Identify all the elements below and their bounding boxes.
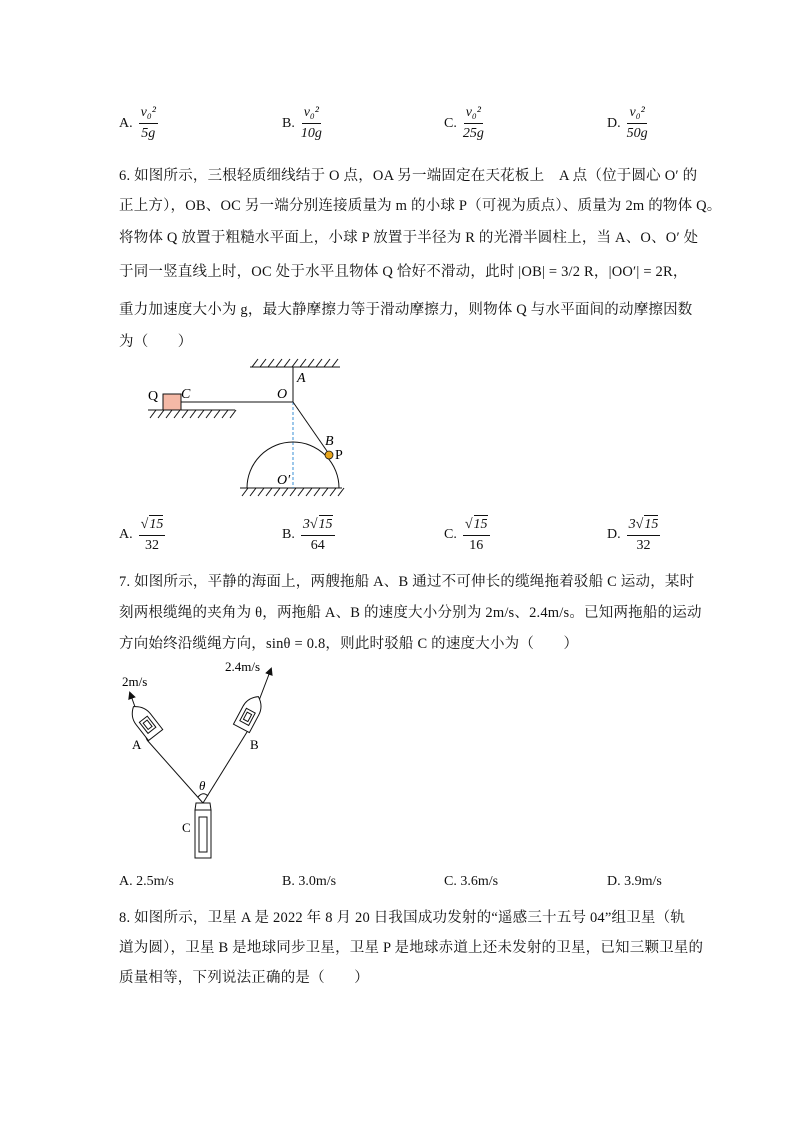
fraction (139, 515, 166, 554)
q7-option-d: D. 3.9m/s (607, 874, 662, 889)
option-label: C. (444, 526, 457, 542)
option-label: A. (119, 526, 133, 542)
radicand: 15 (644, 517, 659, 532)
label-speed-a: 2m/s (122, 674, 148, 689)
numerator: √15 (139, 515, 166, 536)
fraction (463, 105, 484, 142)
q7-option-c: C. 3.6m/s (444, 874, 499, 889)
q6-option-a (119, 515, 165, 554)
radicand: 15 (318, 517, 333, 532)
radicand: 15 (149, 517, 164, 532)
barge-c (195, 803, 211, 858)
q7-line-3: 方向始终沿缆绳方向，sinθ = 0.8，则此时驳船 C 的速度大小为（ ） (119, 636, 579, 652)
numerator: v₀² (464, 105, 483, 124)
ball-p (325, 451, 333, 459)
fraction (627, 105, 648, 142)
fraction (301, 515, 335, 554)
tug-a (126, 701, 162, 740)
label-theta: θ (199, 778, 206, 793)
label-o: O (277, 387, 288, 402)
label-p: P (335, 448, 343, 463)
q6-line-1: 6. 如图所示，三根轻质细线结于 O 点，OA 另一端固定在天花板上 A 点（位于圆心 O′ 的 (119, 168, 698, 184)
numerator: 3√15 (627, 515, 661, 536)
q7-figure (110, 655, 300, 865)
q6-line-3: 将物体 Q 放置于粗糙水平面上，小球 P 放置于半径为 R 的光滑半圆柱上，当 A、O、O′ 处 (119, 230, 699, 246)
label-o-prime: O′ (277, 473, 291, 488)
q6-line-2: 正上方），OB、OC 另一端分别连接质量为 m 的小球 P（可视为质点）、质量为 2m 的物体 Q。 (119, 198, 722, 214)
tug-b (233, 692, 266, 732)
label-b: B (250, 737, 259, 752)
numerator: v₀² (302, 105, 321, 124)
denominator: 32 (636, 538, 651, 553)
label-speed-b: 2.4m/s (225, 659, 261, 674)
label-c: C (181, 387, 191, 402)
q5-option-c (444, 105, 484, 142)
option-label: B. (282, 526, 295, 542)
cable-a (147, 740, 203, 803)
block-q (163, 394, 181, 410)
q6-line-5: 重力加速度大小为 g，最大静摩擦力等于滑动摩擦力，则物体 Q 与水平面间的动摩擦因数 (119, 302, 693, 318)
option-label: A. (119, 115, 133, 131)
q8-line-1: 8. 如图所示，卫星 A 是 2022 年 8 月 20 日我国成功发射的“遥感三十五号 04”组卫星（轨 (119, 910, 686, 926)
option-label: B. (282, 115, 295, 131)
cable-b (203, 732, 247, 803)
denominator: 64 (310, 538, 325, 553)
denominator: 25g (462, 126, 484, 141)
numerator: v₀² (627, 105, 646, 124)
bottom-floor (240, 488, 344, 496)
label-a: A (297, 371, 306, 386)
denominator: 5g (141, 126, 156, 141)
numerator: 3√15 (301, 515, 335, 536)
option-label: D. (607, 115, 621, 131)
q6-option-b (282, 515, 335, 554)
denominator: 10g (300, 126, 322, 141)
fraction (139, 105, 158, 142)
q7-option-a: A. 2.5m/s (119, 874, 174, 889)
label-a: A (132, 737, 142, 752)
label-q: Q (148, 389, 159, 404)
coefficient: 3 (628, 517, 636, 532)
label-b: B (325, 434, 334, 449)
label-c: C (182, 820, 191, 835)
rope-ob (293, 402, 329, 454)
q6-line-6: 为（ ） (119, 334, 193, 350)
q7-option-b: B. 3.0m/s (282, 874, 337, 889)
q8-line-2: 道为圆），卫星 B 是地球同步卫星，卫星 P 是地球赤道上还未发射的卫星，已知三颗卫星的 (119, 940, 704, 956)
fraction (627, 515, 661, 554)
q6-figure (140, 355, 380, 505)
numerator: √15 (463, 515, 490, 536)
option-label: C. (444, 115, 457, 131)
ceiling (250, 359, 340, 367)
denominator: 50g (626, 126, 648, 141)
left-floor (148, 410, 236, 418)
q5-option-d (607, 105, 648, 142)
fraction (463, 515, 490, 554)
q5-option-a (119, 105, 158, 142)
fraction (301, 105, 322, 142)
option-label: D. (607, 526, 621, 542)
q6-line-4: 于同一竖直线上时，OC 处于水平且物体 Q 恰好不滑动，此时 |OB| = 3/2 R，|OO′| = 2R， (119, 264, 688, 280)
q7-line-1: 7. 如图所示，平静的海面上，两艘拖船 A、B 通过不可伸长的缆绳拖着驳船 C 运动，某时 (119, 574, 695, 590)
numerator: v₀² (139, 105, 158, 124)
q6-option-c (444, 515, 490, 554)
q5-option-b (282, 105, 322, 142)
q6-option-d (607, 515, 660, 554)
denominator: 32 (144, 538, 159, 553)
q8-line-3: 质量相等，下列说法正确的是（ ） (119, 970, 369, 986)
radicand: 15 (473, 517, 488, 532)
coefficient: 3 (302, 517, 310, 532)
q7-line-2: 刻两根缆绳的夹角为 θ，两拖船 A、B 的速度大小分别为 2m/s、2.4m/s。已知两拖船的运动 (119, 605, 702, 621)
denominator: 16 (469, 538, 484, 553)
